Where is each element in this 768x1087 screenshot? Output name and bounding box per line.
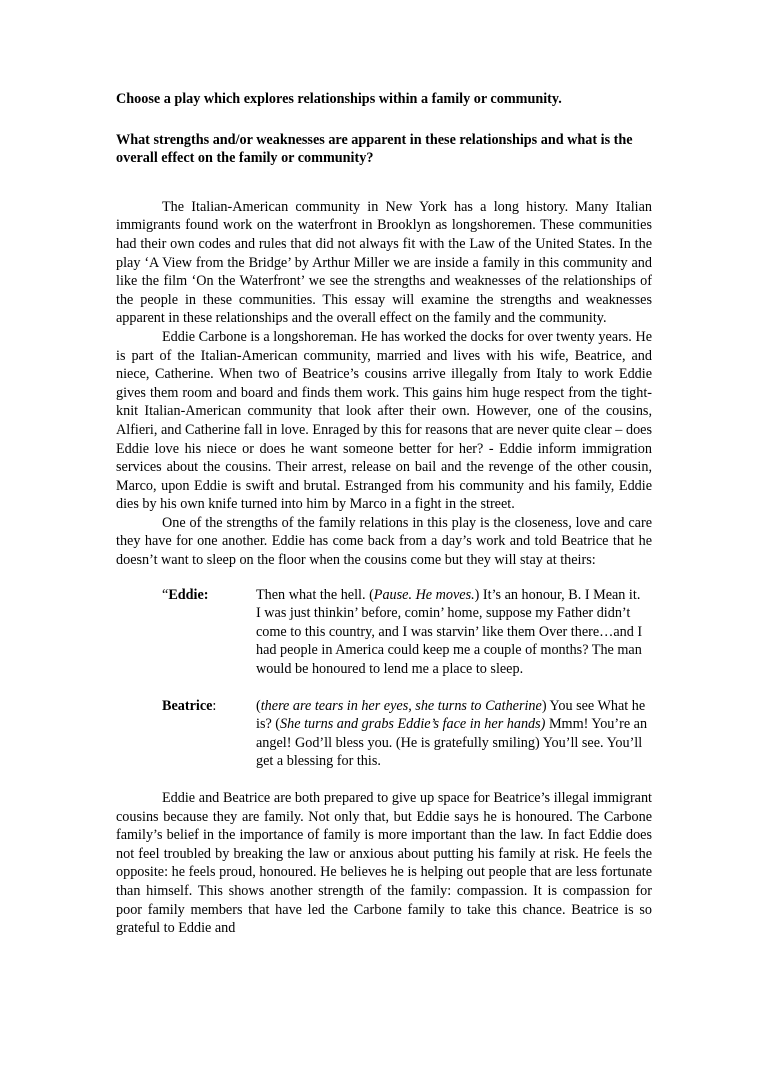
essay-question-line-2: What strengths and/or weaknesses are apparent in these relationships and what is the overall effect on the family or community? <box>116 131 633 167</box>
stage-direction: there are tears in her eyes, she turns to Catherine <box>260 697 542 714</box>
speaker-beatrice: Beatrice: <box>162 697 217 714</box>
essay-question-line-1: Choose a play which explores relationships within a family or community. <box>116 91 562 107</box>
paragraph-family-importance: Eddie and Beatrice are both prepared to give up space for Beatrice’s illegal immigrant cousins because they are family. Not only that, but Eddie says he is honoured. The Carbone family’s belief in the importance of family is more important than the law. In fact Eddie does not feel troubled by breaking the law or anxious about putting his family at risk. He feels the opposite: he feels proud, honoured. He believes he is helping out people that are less fortunate than himself. This shows another strength of the family: compassion. It is compassion for poor family members that have led the Carbone family to take this chance. Beatrice is so grateful to Eddie and <box>116 790 652 937</box>
stage-direction: She turns and grabs Eddie’s face in her hands) <box>280 716 546 733</box>
eddie-speech <box>116 586 652 679</box>
speaker-eddie: “Eddie: <box>162 586 209 603</box>
eddie-lines: Then what the hell. (Pause. He moves.) It’s an honour, B. I Mean it. I was just thinkin’ before, comin’ home, suppose my Father didn’t come to this country, and I was starvin’ like them Over there…and I had people in America could keep me a couple of months? The man would be honoured to lend me a place to sleep. <box>256 586 643 678</box>
beatrice-speech <box>116 697 652 771</box>
paragraph-eddie-carbone: Eddie Carbone is a longshoreman. He has worked the docks for over twenty years. He is part of the Italian-American community, married and lives with his wife, Beatrice, and niece, Catherine. When two of Beatrice’s cousins arrive illegally from Italy to work Eddie gives them room and board and finds them work. This gains him huge respect from the tight-knit Italian-American community that look after their own. However, one of the cousins, Alfieri, and Catherine fall in love. Enraged by this for reasons that are never quite clear – does Eddie love his niece or does he want someone better for her? - Eddie inform immigration services about the cousins. Their arrest, release on bail and the revenge of the other cousin, Marco, upon Eddie is swift and brutal. Estranged from his community and his family, Eddie dies by his own knife turned into him by Marco in a fight in the street. <box>116 328 652 513</box>
beatrice-lines: (there are tears in her eyes, she turns to Catherine) You see What he is? (She turns and grabs Eddie’s face in her hands) Mmm! You’re an angel! God’ll bless you. (He is gratefully smiling) You’ll see. You’ll get a blessing for this. <box>256 697 648 770</box>
paragraph-intro: The Italian-American community in New York has a long history. Many Italian immigrants found work on the waterfront in Brooklyn as longshoremen. These communities had their own codes and rules that did not always fit with the Law of the United States. In the play ‘A View from the Bridge’ by Arthur Miller we are inside a family in this community and like the film ‘On the Waterfront’ we see the strengths and weaknesses of the relationships of the people in these communities. This essay will examine the strengths and weaknesses apparent in these relationships and the overall effect on the family and the community. <box>116 198 652 327</box>
play-quotation <box>116 586 652 771</box>
paragraph-strengths: One of the strengths of the family relations in this play is the closeness, love and care they have for one another. Eddie has come back from a day’s work and told Beatrice that he doesn’t want to sleep on the floor when the cousins come but they will stay at theirs: <box>116 514 652 569</box>
stage-direction: Pause. He moves. <box>373 586 475 603</box>
essay-body <box>116 90 652 938</box>
